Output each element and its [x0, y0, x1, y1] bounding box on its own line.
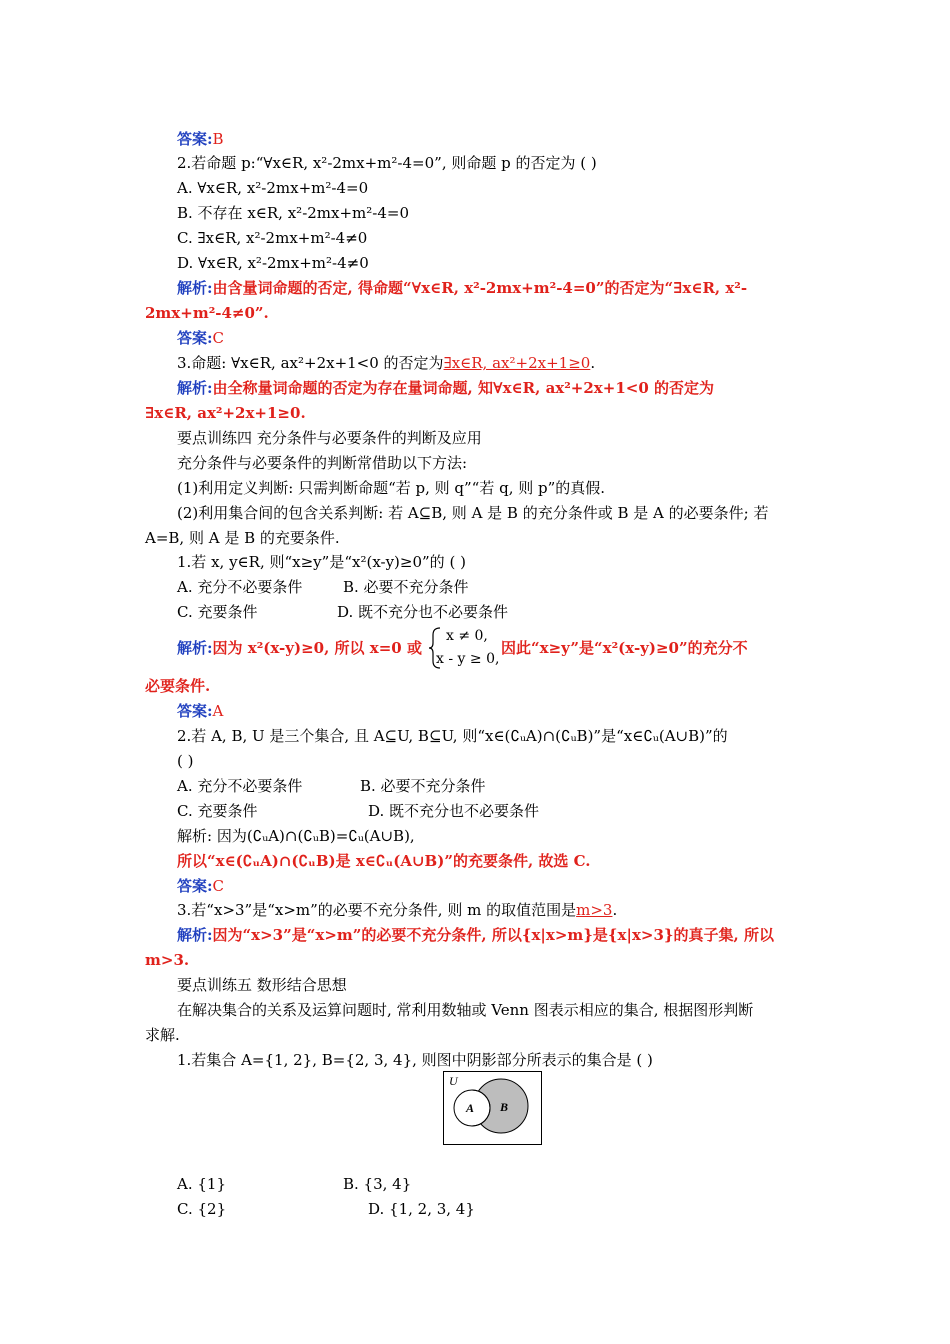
option-d: D. ∀x∈R, x²-2mx+m²-4≠0	[177, 254, 369, 272]
option-b: B. 必要不充分条件	[343, 578, 469, 596]
answer-value: B	[212, 130, 224, 148]
option-d: D. {1, 2, 3, 4}	[368, 1200, 475, 1218]
option-c: C. 充要条件	[177, 603, 258, 621]
question-2: 2.若 A, B, U 是三个集合, 且 A⊆U, B⊆U, 则“x∈(∁ᵤA)∩(∁ᵤB)”是“x∈∁ᵤ(A∪B)”的	[177, 727, 728, 745]
section-heading: 要点训练五 数形结合思想	[177, 976, 347, 994]
paragraph: 在解决集合的关系及运算问题时, 常利用数轴或 Venn 图表示相应的集合, 根据图形判断	[177, 1001, 754, 1019]
answer-label: 答案:	[177, 702, 213, 720]
analysis-label: 解析:	[177, 379, 213, 397]
paragraph: (2)利用集合间的包含关系判断: 若 A⊆B, 则 A 是 B 的充分条件或 B 是 A 的必要条件; 若	[177, 504, 769, 522]
system-line-1: x ≠ 0,	[446, 628, 488, 644]
option-b: B. 必要不充分条件	[360, 777, 486, 795]
option-a: A. 充分不必要条件	[177, 777, 303, 795]
option-c: C. {2}	[177, 1200, 227, 1218]
paragraph: 充分条件与必要条件的判断常借助以下方法:	[177, 454, 468, 472]
paragraph: (1)利用定义判断: 只需判断命题“若 p, 则 q”“若 q, 则 p”的真假.	[177, 479, 606, 497]
label-u: U	[449, 1074, 458, 1088]
option-c: C. 充要条件	[177, 802, 258, 820]
analysis-text: 因为 x²(x-y)≥0, 所以 x=0 或	[212, 639, 422, 657]
option-b: B. 不存在 x∈R, x²-2mx+m²-4=0	[177, 204, 410, 222]
analysis-continued: ∃x∈R, ax²+2x+1≥0.	[145, 404, 306, 422]
answer-value: C	[212, 329, 225, 347]
analysis-text: 因为“x>3”是“x>m”的必要不充分条件, 所以{x|x>m}是{x|x>3}的真子集, 所以	[212, 926, 774, 944]
answer-value: A	[212, 702, 224, 720]
analysis-label: 解析:	[177, 279, 213, 297]
analysis-continued: 必要条件.	[145, 677, 211, 695]
answer-value: C	[212, 877, 225, 895]
period: .	[612, 901, 618, 919]
question-1: 1.若 x, y∈R, 则“x≥y”是“x²(x-y)≥0”的 ( )	[177, 553, 466, 571]
question-3	[177, 353, 595, 373]
answer-label: 答案:	[177, 329, 213, 347]
venn-diagram	[443, 1071, 543, 1146]
answer-line	[177, 129, 224, 149]
option-c: C. ∃x∈R, x²-2mx+m²-4≠0	[177, 229, 368, 247]
option-a: A. {1}	[177, 1175, 226, 1193]
analysis-label: 解析:	[177, 639, 213, 657]
fill-in-answer: m>3	[576, 901, 613, 919]
question-text: 3.若“x>3”是“x>m”的必要不充分条件, 则 m 的取值范围是	[177, 901, 577, 919]
analysis-line	[177, 378, 714, 398]
analysis-text: 所以“x∈(∁ᵤA)∩(∁ᵤB)是 x∈∁ᵤ(A∪B)”的充要条件, 故选 C.	[177, 852, 591, 870]
answer-line	[177, 328, 224, 348]
answer-label: 答案:	[177, 130, 213, 148]
question-1: 1.若集合 A={1, 2}, B={2, 3, 4}, 则图中阴影部分所表示的集合是 ( )	[177, 1051, 653, 1069]
analysis-text: 由全称量词命题的否定为存在量词命题, 知∀x∈R, ax²+2x+1<0 的否定为	[212, 379, 714, 397]
option-b: B. {3, 4}	[343, 1175, 412, 1193]
option-a: A. 充分不必要条件	[177, 578, 303, 596]
analysis-line	[177, 638, 422, 658]
label-b: B	[500, 1100, 509, 1114]
question-text: 3.命题: ∀x∈R, ax²+2x+1<0 的否定为	[177, 354, 444, 372]
option-a: A. ∀x∈R, x²-2mx+m²-4=0	[177, 179, 369, 197]
fill-in-answer: ∃x∈R, ax²+2x+1≥0	[443, 354, 591, 372]
analysis-continued: m>3.	[145, 951, 190, 969]
paragraph: A=B, 则 A 是 B 的充要条件.	[145, 529, 340, 547]
answer-line	[177, 876, 224, 896]
analysis-line	[177, 278, 747, 298]
label-a: A	[466, 1101, 475, 1115]
question-paren: ( )	[177, 752, 194, 770]
period: .	[590, 354, 596, 372]
analysis-text: 因此“x≥y”是“x²(x-y)≥0”的充分不	[501, 639, 748, 657]
section-heading: 要点训练四 充分条件与必要条件的判断及应用	[177, 429, 482, 447]
analysis-label: 解析:	[177, 926, 213, 944]
analysis-line: 解析: 因为(∁ᵤA)∩(∁ᵤB)=∁ᵤ(A∪B),	[177, 827, 415, 845]
analysis-line	[177, 925, 774, 945]
analysis-text: 由含量词命题的否定, 得命题“∀x∈R, x²-2mx+m²-4=0”的否定为“∃x∈R, x²-	[212, 279, 748, 297]
option-d: D. 既不充分也不必要条件	[337, 603, 509, 621]
system-line-2: x - y ≥ 0,	[436, 651, 500, 667]
paragraph: 求解.	[145, 1026, 180, 1044]
question-2: 2.若命题 p:“∀x∈R, x²-2mx+m²-4=0”, 则命题 p 的否定为 ( )	[177, 154, 597, 172]
answer-label: 答案:	[177, 877, 213, 895]
answer-line	[177, 701, 223, 721]
analysis-continued: 2mx+m²-4≠0”.	[145, 304, 269, 322]
option-d: D. 既不充分也不必要条件	[368, 802, 540, 820]
question-3	[177, 900, 617, 920]
